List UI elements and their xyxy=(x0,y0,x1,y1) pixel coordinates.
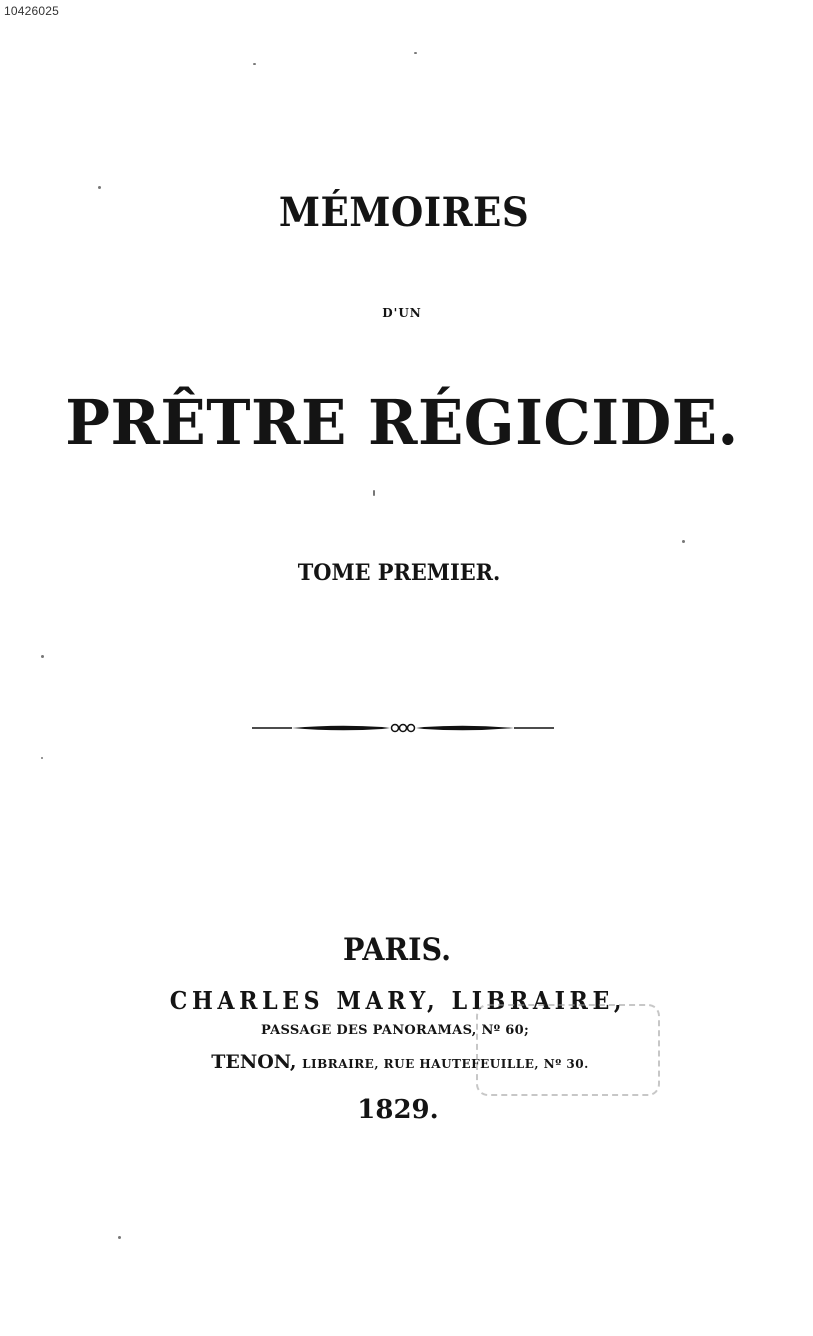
title-line-memoires: MÉMOIRES xyxy=(278,189,530,236)
scan-id: 10426025 xyxy=(4,4,59,18)
paper-speck xyxy=(41,757,43,759)
paper-speck xyxy=(373,490,375,496)
paper-speck xyxy=(98,186,101,189)
paper-speck xyxy=(41,655,44,658)
title-line-pretre-regicide: PRÊTRE RÉGICIDE. xyxy=(65,386,739,459)
imprint-tenon-name: TENON, xyxy=(211,1051,297,1073)
paper-speck xyxy=(414,52,417,54)
library-stamp xyxy=(476,1004,660,1096)
imprint-tenon-address: LIBRAIRE, RUE HAUTEFEUILLE, Nº 30. xyxy=(302,1057,589,1071)
paper-speck xyxy=(682,540,685,543)
imprint-address-mary: PASSAGE DES PANORAMAS, Nº 60; xyxy=(260,1023,530,1038)
volume-label: TOME PREMIER. xyxy=(297,560,501,586)
imprint-publisher: CHARLES MARY, LIBRAIRE, xyxy=(169,986,627,1015)
imprint-tenon xyxy=(0,1053,800,1072)
ornament-rule xyxy=(252,718,554,738)
paper-speck xyxy=(118,1236,121,1239)
title-line-dun: D'UN xyxy=(382,306,422,320)
imprint-city: PARIS. xyxy=(342,932,452,968)
imprint-year: 1829. xyxy=(357,1095,439,1125)
paper-speck xyxy=(253,63,256,65)
